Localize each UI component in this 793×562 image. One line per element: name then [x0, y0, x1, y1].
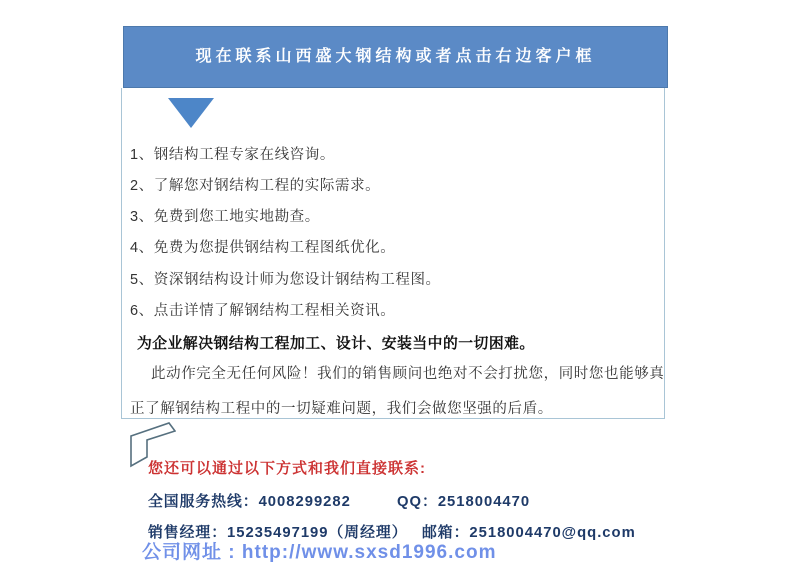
- step-item-6: 6、点击详情了解钢结构工程相关资讯。: [130, 303, 396, 319]
- reassurance-paragraph-line2: 正了解钢结构工程中的一切疑难问题，我们会做您坚强的后盾。: [130, 401, 553, 417]
- service-hotline: 全国服务热线：4008299282: [148, 494, 351, 510]
- sales-manager-phone: 销售经理：15235497199（周经理）: [148, 525, 408, 541]
- step-item-3: 3、免费到您工地实地勘查。: [130, 209, 320, 225]
- header-banner: 现在联系山西盛大钢结构或者点击右边客户框: [123, 26, 668, 88]
- down-triangle-icon: [168, 98, 214, 128]
- company-website-link[interactable]: 公司网址 : http://www.sxsd1996.com: [142, 542, 497, 562]
- step-item-5: 5、资深钢结构设计师为您设计钢结构工程图。: [130, 272, 441, 288]
- highlight-statement: 为企业解决钢结构工程加工、设计、安装当中的一切困难。: [137, 336, 535, 352]
- reassurance-paragraph-line1: 此动作完全无任何风险！我们的销售顾问也绝对不会打扰您，同时您也能够真: [151, 366, 665, 382]
- contact-intro-text: 您还可以通过以下方式和我们直接联系:: [148, 460, 426, 477]
- qq-number: QQ：2518004470: [397, 494, 531, 510]
- email-address: 邮箱：2518004470@qq.com: [422, 525, 636, 541]
- step-item-2: 2、了解您对钢结构工程的实际需求。: [130, 178, 381, 194]
- step-item-4: 4、免费为您提供钢结构工程图纸优化。: [130, 240, 396, 256]
- step-item-1: 1、钢结构工程专家在线咨询。: [130, 147, 335, 163]
